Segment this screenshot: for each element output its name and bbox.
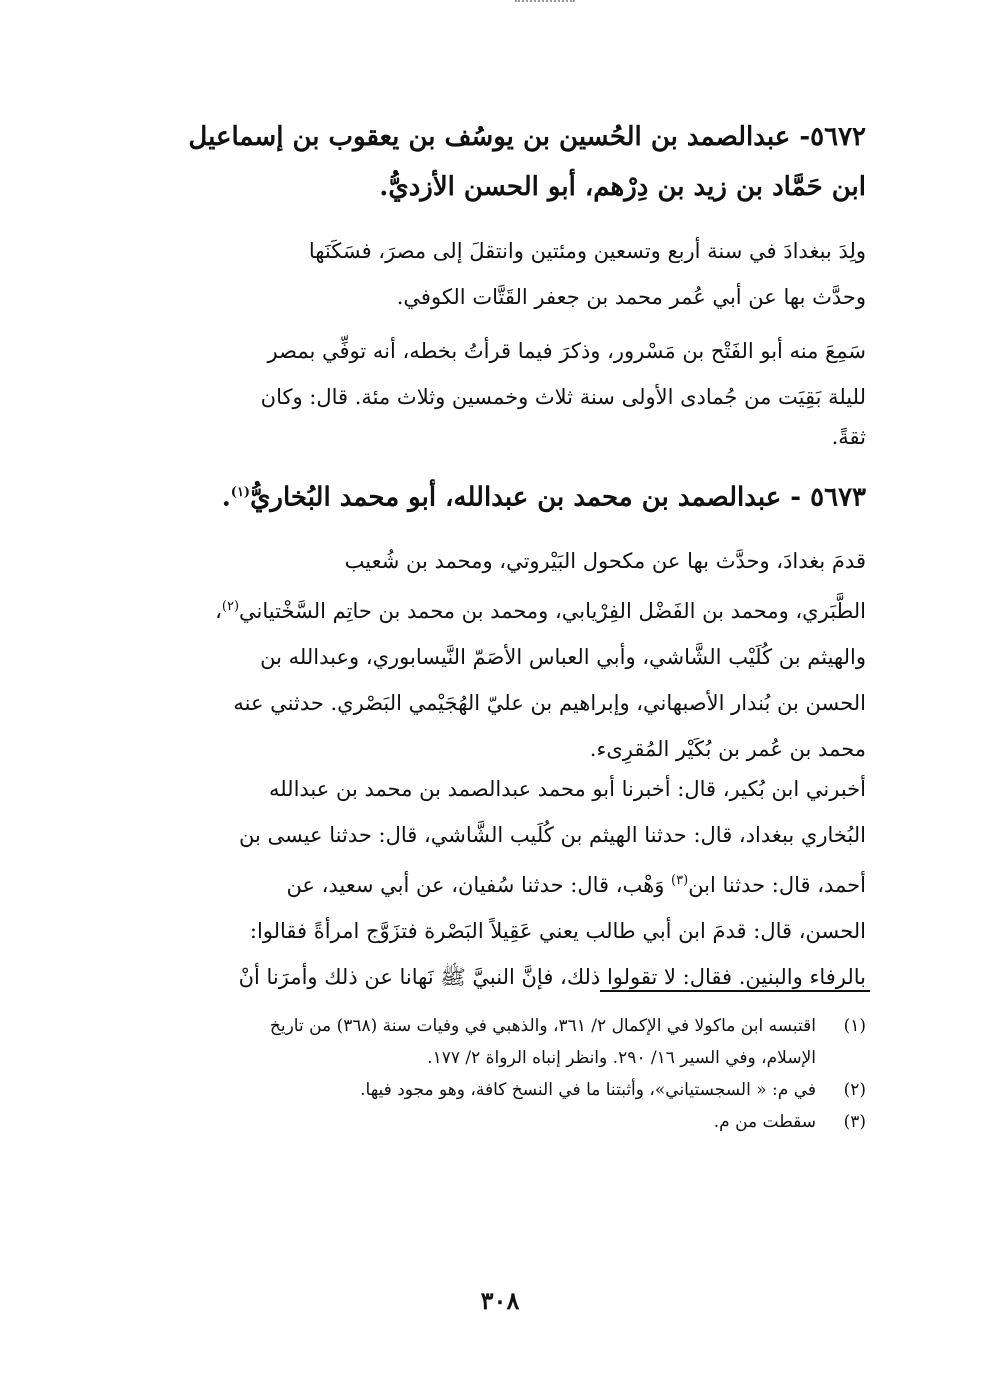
entry-5672-paragraph-2 — [148, 328, 866, 454]
entry-5673-heading — [148, 468, 866, 523]
text-line — [148, 858, 866, 908]
entry-5672-heading — [148, 112, 866, 212]
footnote-number: (٣) — [843, 1112, 866, 1132]
text-line: قدمَ بغدادَ، وحدَّث بها عن مكحول البَيْروتي، ومحمد بن شُعيب — [344, 549, 866, 573]
footnote-ref: (١) — [230, 485, 251, 500]
text-run: وَهْب، قال: حدثنا سُفيان، عن أبي سعيد، عن — [286, 873, 672, 897]
footnote-2 — [148, 1074, 866, 1106]
footnote-body — [148, 1106, 816, 1138]
footnote-ref: (٢) — [221, 599, 240, 614]
text-run: ، — [215, 599, 222, 623]
entry-5672-paragraph-1 — [148, 228, 866, 320]
footnote-line: الإسلام، وفي السير ١٦/ ٢٩٠. وانظر إنباه الرواة ٢/ ١٧٧. — [427, 1048, 816, 1068]
scan-top-mark — [515, 0, 575, 8]
footnote-number: (٢) — [843, 1080, 866, 1100]
text-line: لليلة بَقِيَت من جُمادى الأولى سنة ثلاث وخمسين وثلاث مئة. قال: وكان — [260, 385, 866, 409]
text-line: الحسن، قال: قدمَ ابن أبي طالب يعني عَقِيلاً البَصْرة فتزَوَّج امرأةً فقالوا: — [249, 919, 866, 943]
entry-5673-paragraph-1 — [148, 538, 866, 772]
footnote-line: اقتبسه ابن ماكولا في الإكمال ٢/ ٣٦١، والذهبي في وفيات سنة (٣٦٨) من تاريخ — [269, 1016, 816, 1036]
text-line: البُخاري ببغداد، قال: حدثنا الهيثم بن كُلَيب الشَّاشي، قال: حدثنا عيسى بن — [238, 823, 866, 847]
footnote-1 — [148, 1010, 866, 1074]
page-number: ٣٠٨ — [480, 1286, 520, 1315]
text-line: وحدَّث بها عن أبي عُمر محمد بن جعفر القَتَّات الكوفي. — [396, 285, 866, 309]
heading-line: ٥٦٧٢- عبدالصمد بن الحُسين بن يوسُف بن يعقوب بن إسماعيل — [188, 122, 866, 152]
text-line: الحسن بن بُندار الأصبهاني، وإبراهيم بن عليّ الهُجَيْمي البَصْري. حدثني عنه — [233, 691, 866, 715]
text-line: محمد بن عُمر بن بُكَيْر المُقرِىء. — [589, 737, 866, 761]
text-run: أحمد، قال: حدثنا ابن — [688, 873, 866, 897]
text-line — [148, 584, 866, 634]
entry-5673-paragraph-2 — [148, 766, 866, 1000]
footnote-line: في م: « السجستياني»، وأثبتنا ما في النسخ كافة، وهو مجود فيها. — [360, 1080, 816, 1100]
footnote-divider — [600, 990, 870, 992]
text-run: الطَّبَري، ومحمد بن الفَضْل الفِرْيابي، ومحمد بن محمد بن حاتِم السَّخْتياني — [239, 599, 866, 623]
footnote-body — [148, 1074, 816, 1106]
footnote-body — [148, 1010, 816, 1074]
footnotes — [148, 1010, 866, 1138]
text-line: والهيثم بن كُلَيْب الشَّاشي، وأبي العباس الأصَمّ النَّيسابوري، وعبدالله بن — [260, 645, 866, 669]
text-line: ولِدَ ببغدادَ في سنة أربع وتسعين ومئتين وانتقلَ إلى مصرَ، فسَكَنَها — [308, 239, 866, 263]
text-line: بالرفاء والبنين. فقال: لا تقولوا ذلك، فإنَّ النبيَّ ﷺ نَهانا عن ذلك وأمرَنا أنْ — [238, 965, 866, 989]
heading-line — [148, 468, 866, 523]
text-line: ثقةً. — [831, 425, 866, 449]
heading-text: ٥٦٧٣ - عبدالصمد بن محمد بن عبدالله، أبو محمد البُخاريُّ — [250, 482, 866, 513]
text-line: أخبرني ابن بُكير، قال: أخبرنا أبو محمد عبدالصمد بن محمد بن عبدالله — [268, 777, 866, 801]
footnote-line: سقطت من م. — [713, 1112, 816, 1132]
heading-tail: . — [221, 482, 231, 513]
footnote-3 — [148, 1106, 866, 1138]
text-line: سَمِعَ منه أبو الفَتْح بن مَسْرور، وذكرَ فيما قرأتُ بخطه، أنه توفِّي بمصر — [267, 339, 866, 363]
footnote-number: (١) — [843, 1016, 866, 1036]
footnote-ref: (٣) — [671, 873, 689, 888]
heading-line: ابن حَمَّاد بن زيد بن دِرْهم، أبو الحسن الأزديُّ. — [379, 172, 866, 202]
